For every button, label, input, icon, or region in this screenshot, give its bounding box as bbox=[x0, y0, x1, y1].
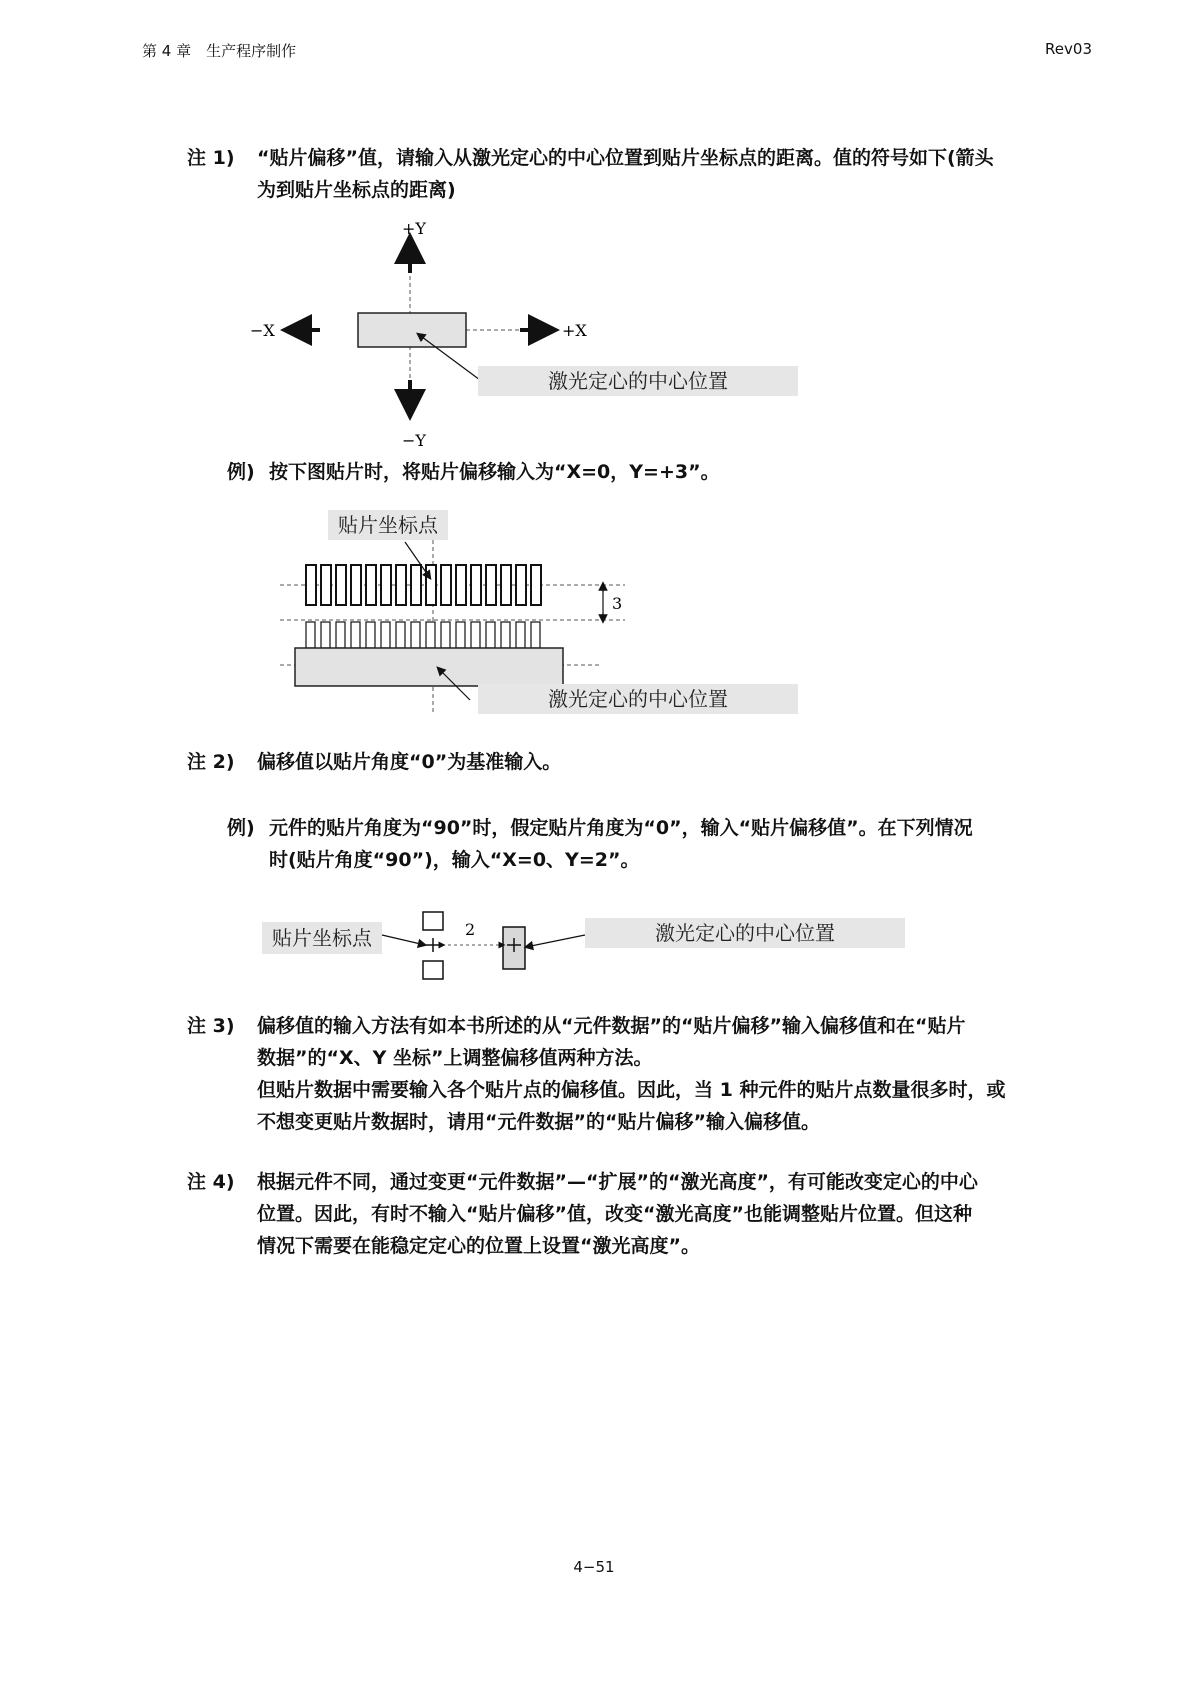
plus-y-label: +Y bbox=[402, 219, 426, 238]
note-4-line: 根据元件不同，通过变更“元件数据”—“扩展”的“激光高度”，有可能改变定心的中心 bbox=[257, 1171, 978, 1193]
note-3-line: 但贴片数据中需要输入各个贴片点的偏移值。因此，当 1 种元件的贴片点数量很多时，或 bbox=[257, 1079, 1006, 1101]
offset-value: 3 bbox=[612, 594, 623, 613]
example-1-label: 例) bbox=[227, 461, 255, 483]
component-body bbox=[295, 648, 563, 686]
note-4 bbox=[187, 1166, 1087, 1262]
note-1 bbox=[187, 142, 1087, 206]
example-2-line: 元件的贴片角度为“90”时，假定贴片角度为“0”，输入“贴片偏移值”。在下列情况 bbox=[269, 817, 973, 839]
minus-x-label: −X bbox=[250, 321, 275, 340]
note-3 bbox=[187, 1010, 1087, 1138]
example-1 bbox=[227, 456, 1047, 488]
example-2 bbox=[227, 812, 1087, 876]
example-1-text: 按下图贴片时，将贴片偏移输入为“X=0，Y=+3”。 bbox=[269, 461, 720, 483]
note-4-line: 位置。因此，有时不输入“贴片偏移”值，改变“激光高度”也能调整贴片位置。但这种 bbox=[257, 1203, 972, 1225]
center-pointer-line bbox=[526, 935, 585, 947]
example-2-label: 例) bbox=[227, 817, 255, 839]
chapter-header: 第 4 章 生产程序制作 bbox=[142, 42, 297, 60]
mount-point-label: 贴片坐标点 bbox=[328, 510, 448, 540]
page-number: 4−51 bbox=[573, 1558, 615, 1576]
laser-center-label: 激光定心的中心位置 bbox=[478, 366, 798, 396]
note-1-line: “贴片偏移”值，请输入从激光定心的中心位置到贴片坐标点的距离。值的符号如下(箭头 bbox=[257, 147, 994, 169]
minus-y-label: −Y bbox=[402, 431, 426, 450]
note-4-line: 情况下需要在能稳定定心的位置上设置“激光高度”。 bbox=[257, 1235, 700, 1257]
mount-point-label: 贴片坐标点 bbox=[262, 922, 382, 954]
note-3-line: 不想变更贴片数据时，请用“元件数据”的“贴片偏移”输入偏移值。 bbox=[257, 1111, 820, 1133]
note-1-line: 为到贴片坐标点的距离) bbox=[257, 179, 456, 201]
rotation-offset-diagram bbox=[380, 905, 590, 985]
example-2-line: 时(贴片角度“90”)，输入“X=0、Y=2”。 bbox=[269, 849, 640, 871]
revision-label: Rev03 bbox=[1045, 40, 1092, 58]
note-3-label: 注 3) bbox=[187, 1015, 235, 1037]
laser-center-label: 激光定心的中心位置 bbox=[585, 918, 905, 948]
note-4-label: 注 4) bbox=[187, 1171, 235, 1193]
component-rectangle bbox=[358, 313, 466, 347]
lower-lead bbox=[423, 961, 443, 979]
note-1-label: 注 1) bbox=[187, 147, 235, 169]
mount-pointer-line bbox=[382, 935, 425, 945]
note-2-text: 偏移值以贴片角度“0”为基准输入。 bbox=[257, 751, 562, 773]
distance-value: 2 bbox=[465, 920, 476, 939]
note-2 bbox=[187, 746, 1087, 778]
offset-direction-diagram bbox=[230, 218, 810, 450]
note-3-line: 偏移值的输入方法有如本书所述的从“元件数据”的“贴片偏移”输入偏移值和在“贴片 bbox=[257, 1015, 966, 1037]
plus-x-label: +X bbox=[562, 321, 587, 340]
lower-leads bbox=[306, 622, 540, 648]
note-2-label: 注 2) bbox=[187, 751, 235, 773]
upper-lead bbox=[423, 912, 443, 930]
laser-center-label: 激光定心的中心位置 bbox=[478, 684, 798, 714]
note-3-line: 数据”的“X、Y 坐标”上调整偏移值两种方法。 bbox=[257, 1047, 653, 1069]
